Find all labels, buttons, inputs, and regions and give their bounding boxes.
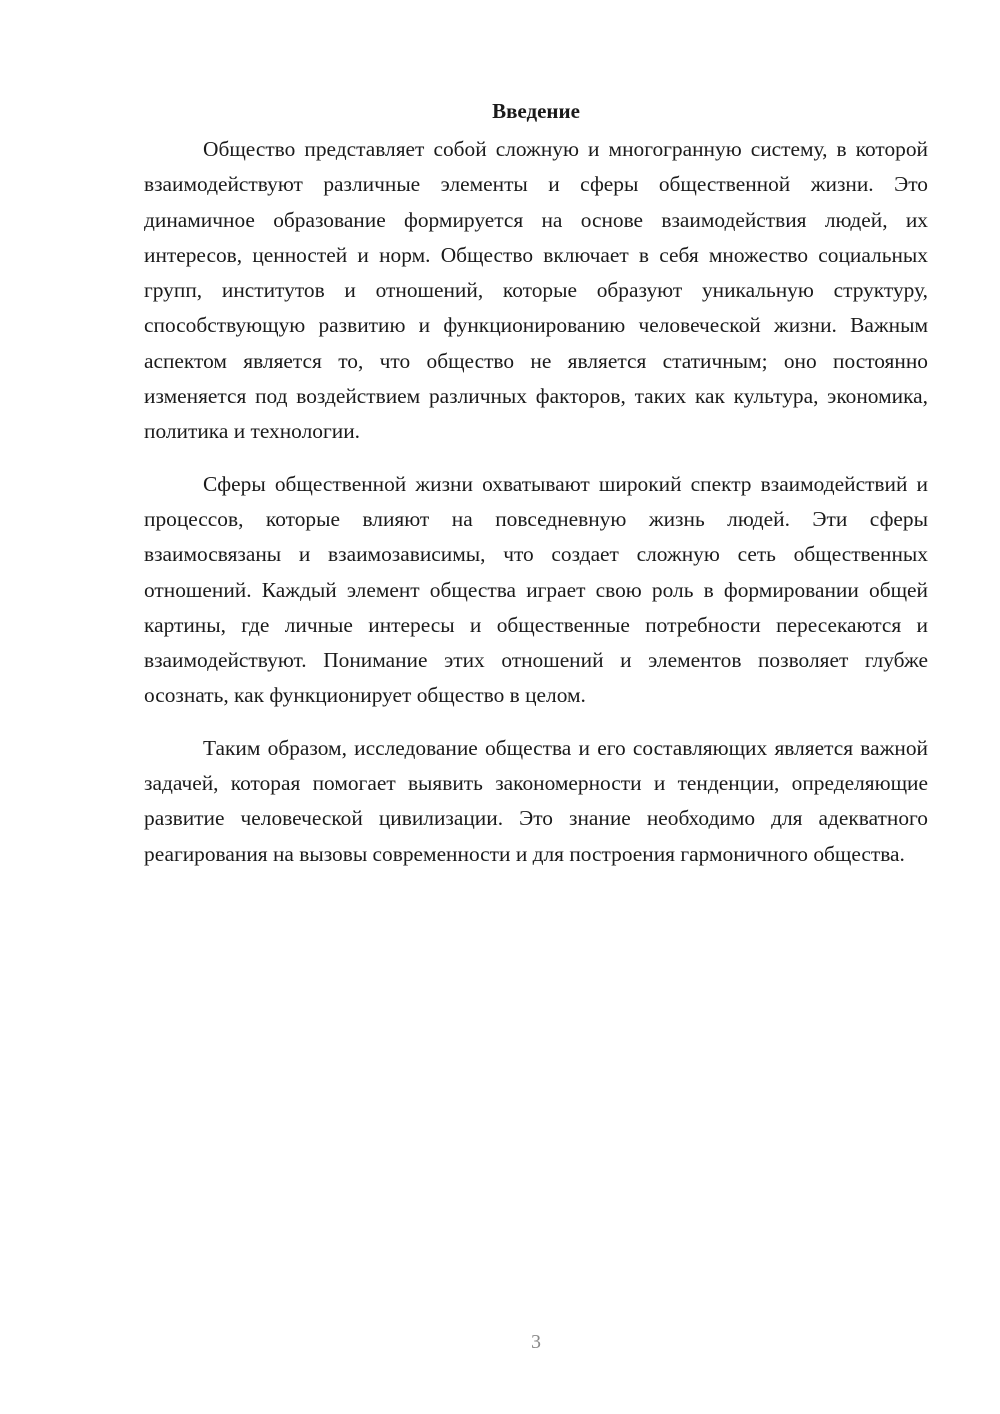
paragraph-2: Сферы общественной жизни охватывают широкий спектр взаимодействий и процессов, которые влияют на повседневную жизнь людей. Эти сферы взаимосвязаны и взаимозависимы, что создает сложную сеть общественных отношений. Каждый элемент общества играет свою роль в формировании общей картины, где личные интересы и общественные потребности пересекаются и взаимодействуют. Понимание этих отношений и элементов позволяет глубже осознать, как функционирует общество в целом. [144, 471, 928, 708]
page-content [144, 96, 928, 889]
paragraph-3: Таким образом, исследование общества и его составляющих является важной задачей, которая помогает выявить закономерности и тенденции, определяющие развитие человеческой цивилизации. Это знание необходимо для адекватного реагирования на вызовы современности и для построения гармоничного общества. [144, 735, 928, 866]
paragraph-1: Общество представляет собой сложную и многогранную систему, в которой взаимодействуют различные элементы и сферы общественной жизни. Это динамичное образование формируется на основе взаимодействия людей, их интересов, ценностей и норм. Общество включает в себя множество социальных групп, институтов и отношений, которые образуют уникальную структуру, способствующую развитию и функционированию человеческой жизни. Важным аспектом является то, что общество не является статичным; оно постоянно изменяется под воздействием различных факторов, таких как культура, экономика, политика и технологии. [144, 137, 928, 444]
section-heading: Введение [492, 99, 580, 123]
page-number: 3 [531, 1331, 541, 1353]
